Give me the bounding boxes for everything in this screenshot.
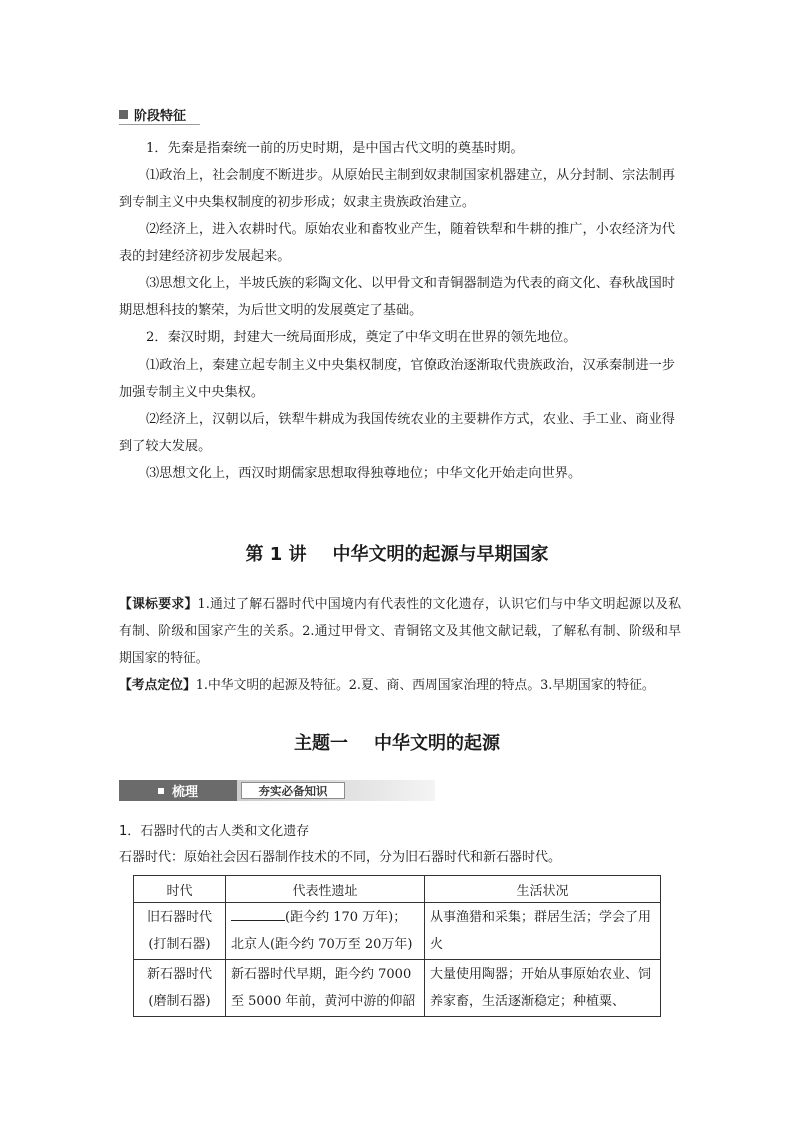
lecture-title: [0, 540, 794, 566]
site-cell: 新石器时代早期，距今约 7000 至 5000 年前，黄河中游的仰韶: [226, 960, 425, 1017]
stage-paragraph-1: 1．先秦是指秦统一前的历史时期，是中国古代文明的奠基时期。: [146, 141, 524, 156]
stage-paragraph-8: ⑶思想文化上，西汉时期儒家思想取得独尊地位；中华文化开始走向世界。: [146, 466, 582, 481]
positioning-text: 1.中华文明的起源及特征。2.夏、商、西周国家治理的特点。3.早期国家的特征。: [195, 678, 655, 693]
review-band-text: 梳理: [171, 785, 198, 800]
table-header-life: 生活状况: [425, 876, 661, 903]
stage-paragraph-6: ⑴政治上，秦建立起专制主义中央集权制度，官僚政治逐渐取代贵族政治，汉承秦制进一步加强专制主义中央集权。: [119, 358, 675, 401]
square-bullet-icon: [158, 788, 164, 794]
era-name: 旧石器时代: [146, 910, 212, 925]
requirements-text: 1.通过了解石器时代中国境内有代表性的文化遗存，认识它们与中华文明起源以及私有制、阶级和国家产生的关系。2.通过甲骨文、青铜铭文及其他文献记载，了解私有制、阶级和早期国家的特征。: [119, 597, 681, 667]
review-band-subtitle: 夯实必备知识: [241, 782, 345, 799]
section-heading: 1．石器时代的古人类和文化遗存: [119, 824, 310, 839]
topic-name: 中华文明的起源: [374, 733, 500, 754]
era-tool: (磨制石器): [148, 994, 211, 1009]
square-bullet-icon: [119, 110, 128, 119]
lecture-number: 第 1 讲: [245, 544, 307, 565]
requirements-tag: 【课标要求】: [119, 597, 198, 612]
topic-number: 主题一: [294, 733, 348, 754]
era-tool: (打制石器): [148, 937, 211, 952]
table-header-row: [134, 876, 661, 903]
stage-paragraph-4: ⑶思想文化上，半坡氏族的彩陶文化、以甲骨文和青铜器制造为代表的商文化、春秋战国时期思想科技的繁荣，为后世文明的发展奠定了基础。: [119, 276, 675, 319]
section-intro: 石器时代：原始社会因石器制作技术的不同，分为旧石器时代和新石器时代。: [119, 850, 562, 865]
life-cell: 大量使用陶器；开始从事原始农业、饲养家畜，生活逐渐稳定；种植粟、: [425, 960, 661, 1017]
review-band: [119, 780, 435, 801]
curriculum-requirements: [119, 591, 681, 673]
exam-positioning: [119, 672, 681, 699]
site-line-1: (距今约 170 万年)；: [285, 910, 407, 925]
lecture-name: 中华文明的起源与早期国家: [332, 544, 549, 565]
stage-paragraph-3: ⑵经济上，进入农耕时代。原始农业和畜牧业产生，随着铁犁和牛耕的推广，小农经济为代表的封建经济初步发展起来。: [119, 222, 675, 265]
stage-paragraph-7: ⑵经济上，汉朝以后，铁犁牛耕成为我国传统农业的主要耕作方式，农业、手工业、商业得到了较大发展。: [119, 412, 675, 455]
era-name: 新石器时代: [146, 967, 212, 982]
site-line-2: 北京人(距今约 70万至 20万年): [231, 937, 413, 952]
table-header-site: 代表性遗址: [226, 876, 425, 903]
era-cell: [134, 903, 226, 960]
era-cell: [134, 960, 226, 1017]
stage-paragraph-2: ⑴政治上，社会制度不断进步。从原始民主制到奴隶制国家机器建立，从分封制、宗法制再到专制主义中央集权制度的初步形成；奴隶主贵族政治建立。: [119, 168, 675, 211]
positioning-tag: 【考点定位】: [119, 678, 196, 693]
table-row: [134, 903, 661, 960]
stage-features-label: 阶段特征: [134, 108, 187, 124]
stone-age-table: [133, 875, 661, 1017]
table-header-era: 时代: [134, 876, 226, 903]
fill-in-blank[interactable]: [231, 906, 285, 921]
review-band-label: [119, 780, 237, 801]
topic-title: [0, 729, 794, 755]
life-cell: 从事渔猎和采集；群居生活；学会了用火: [425, 903, 661, 960]
table-row: [134, 960, 661, 1017]
stage-paragraph-5: 2．秦汉时期，封建大一统局面形成，奠定了中华文明在世界的领先地位。: [146, 330, 577, 345]
stage-features-tag: [119, 104, 200, 125]
site-cell: [226, 903, 425, 960]
